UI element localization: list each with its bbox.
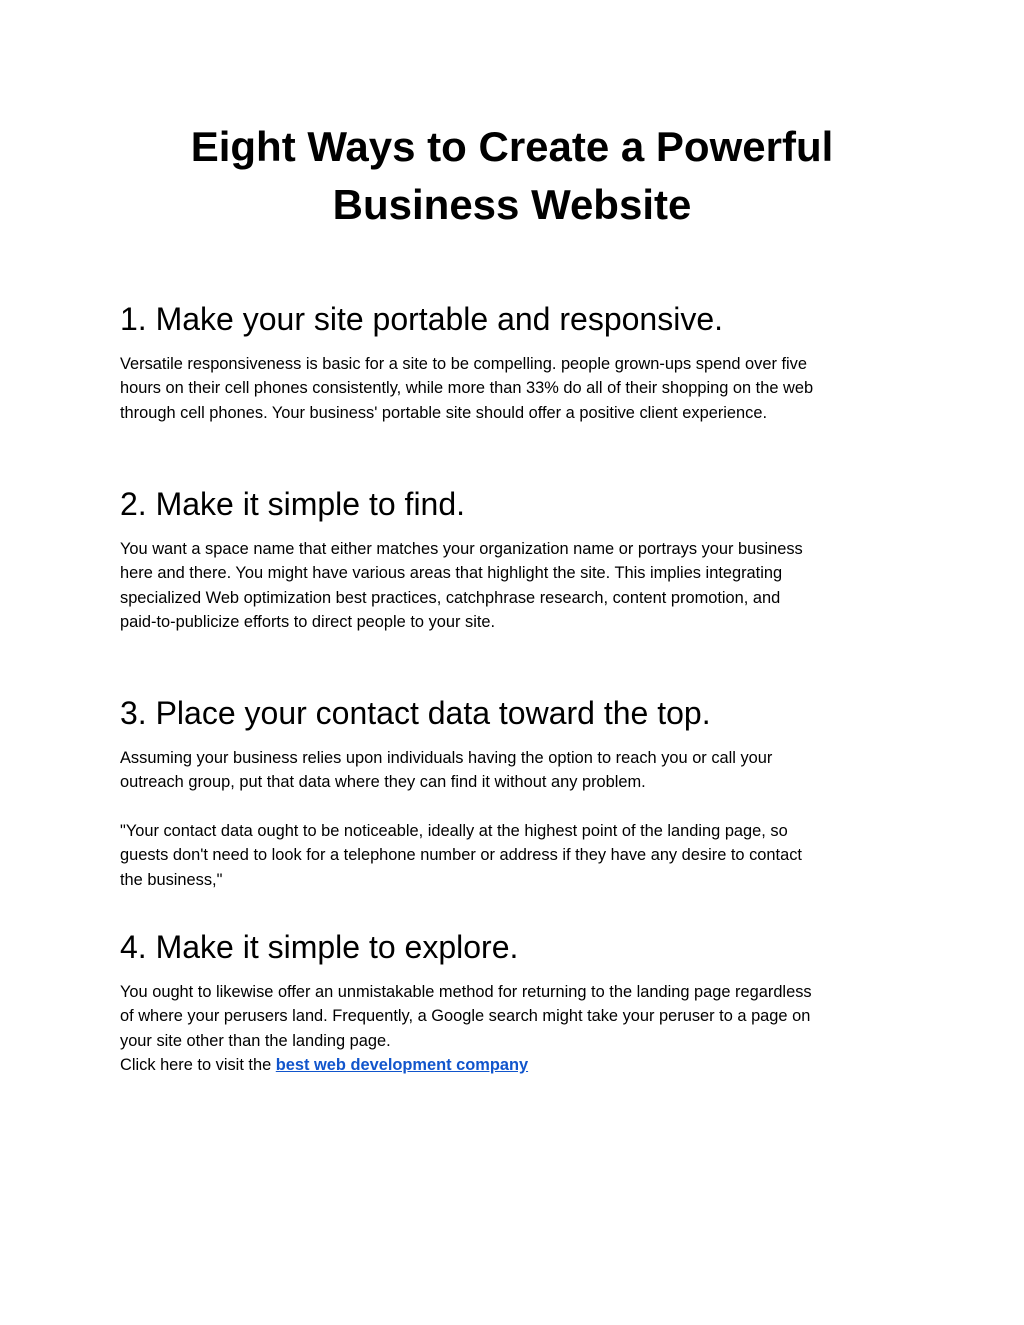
title-line: Business Website xyxy=(332,181,692,228)
paragraph-line: outreach group, put that data where they can find it without any problem. xyxy=(120,773,646,792)
paragraph-line: guests don't need to look for a telephone number or address if they have any desire to contact xyxy=(120,846,802,865)
section-paragraph xyxy=(120,746,920,795)
section-heading: 2. Make it simple to find. xyxy=(120,486,466,522)
section-paragraph xyxy=(120,537,920,634)
paragraph-line: specialized Web optimization best practices, catchphrase research, content promotion, and xyxy=(120,588,781,607)
quote-paragraph xyxy=(120,819,920,892)
cta-prefix: Click here to visit the xyxy=(120,1055,276,1074)
paragraph-line: paid-to-publicize efforts to direct people to your site. xyxy=(120,612,496,631)
paragraph-line: through cell phones. Your business' portable site should offer a positive client experience. xyxy=(120,403,768,422)
paragraph-line: your site other than the landing page. xyxy=(120,1031,391,1050)
paragraph-line: here and there. You might have various areas that highlight the site. This implies integrating xyxy=(120,564,783,583)
paragraph-line: Assuming your business relies upon individuals having the option to reach you or call your xyxy=(120,749,773,767)
best-web-development-company-link[interactable]: best web development company xyxy=(275,1055,529,1074)
title-line: Eight Ways to Create a Powerful xyxy=(190,123,834,170)
document-title xyxy=(120,118,904,234)
section-heading: 1. Make your site portable and responsive. xyxy=(120,301,723,337)
paragraph-line: hours on their cell phones consistently, while more than 33% do all of their shopping on the web xyxy=(120,379,814,398)
section-paragraph xyxy=(120,352,920,425)
paragraph-line: You want a space name that either matches your organization name or portrays your business xyxy=(120,540,803,558)
cta-line xyxy=(120,1053,920,1077)
section-paragraph xyxy=(120,980,920,1077)
paragraph-line: Versatile responsiveness is basic for a site to be compelling. people grown-ups spend over five xyxy=(120,355,807,373)
paragraph-line: of where your perusers land. Frequently, a Google search might take your peruser to a page on xyxy=(120,1007,811,1026)
section-heading: 3. Place your contact data toward the top. xyxy=(120,695,711,731)
paragraph-line: "Your contact data ought to be noticeable, ideally at the highest point of the landing page, so xyxy=(120,822,788,840)
paragraph-line: the business," xyxy=(120,870,223,889)
paragraph-line: You ought to likewise offer an unmistakable method for returning to the landing page regardless xyxy=(120,983,812,1001)
section-heading: 4. Make it simple to explore. xyxy=(120,929,519,965)
